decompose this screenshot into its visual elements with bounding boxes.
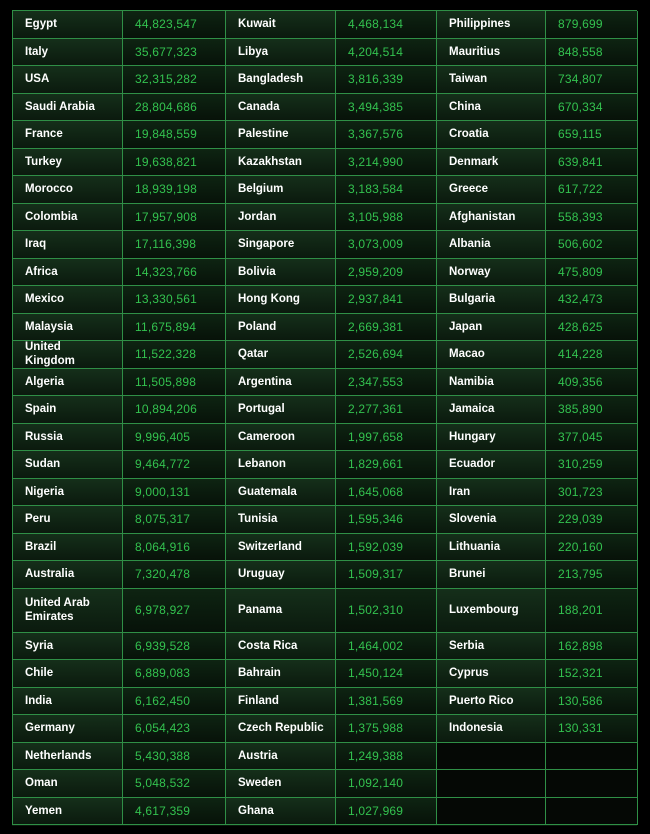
value-cell: 220,160 <box>546 534 638 562</box>
value-cell: 2,347,553 <box>336 369 437 397</box>
country-cell: Bahrain <box>226 660 336 688</box>
value-cell: 1,381,569 <box>336 688 437 716</box>
country-cell: Lithuania <box>437 534 546 562</box>
country-cell: Ecuador <box>437 451 546 479</box>
empty-cell <box>546 743 638 771</box>
country-cell: Brazil <box>13 534 123 562</box>
country-cell: Oman <box>13 770 123 798</box>
value-cell: 130,331 <box>546 715 638 743</box>
population-table <box>12 10 637 825</box>
value-cell: 310,259 <box>546 451 638 479</box>
country-cell: Palestine <box>226 121 336 149</box>
country-cell: Croatia <box>437 121 546 149</box>
value-cell: 17,116,398 <box>123 231 226 259</box>
country-cell: Ghana <box>226 798 336 826</box>
country-cell: Saudi Arabia <box>13 94 123 122</box>
value-cell: 213,795 <box>546 561 638 589</box>
value-cell: 639,841 <box>546 149 638 177</box>
value-cell: 18,939,198 <box>123 176 226 204</box>
country-cell: Luxembourg <box>437 589 546 633</box>
country-cell: Jamaica <box>437 396 546 424</box>
value-cell: 1,502,310 <box>336 589 437 633</box>
value-cell: 2,277,361 <box>336 396 437 424</box>
value-cell: 1,450,124 <box>336 660 437 688</box>
country-cell: Japan <box>437 314 546 342</box>
country-cell: Bolivia <box>226 259 336 287</box>
country-cell: Cameroon <box>226 424 336 452</box>
country-cell: United Kingdom <box>13 341 123 369</box>
country-cell: Kazakhstan <box>226 149 336 177</box>
country-cell: Chile <box>13 660 123 688</box>
empty-cell <box>546 770 638 798</box>
country-cell: Norway <box>437 259 546 287</box>
country-cell: Iran <box>437 479 546 507</box>
country-cell: Portugal <box>226 396 336 424</box>
empty-cell <box>546 798 638 826</box>
value-cell: 301,723 <box>546 479 638 507</box>
value-cell: 377,045 <box>546 424 638 452</box>
value-cell: 1,027,969 <box>336 798 437 826</box>
value-cell: 409,356 <box>546 369 638 397</box>
country-cell: Iraq <box>13 231 123 259</box>
value-cell: 428,625 <box>546 314 638 342</box>
country-cell: Namibia <box>437 369 546 397</box>
country-cell: Greece <box>437 176 546 204</box>
value-cell: 3,183,584 <box>336 176 437 204</box>
value-cell: 670,334 <box>546 94 638 122</box>
value-cell: 28,804,686 <box>123 94 226 122</box>
value-cell: 2,669,381 <box>336 314 437 342</box>
value-cell: 506,602 <box>546 231 638 259</box>
value-cell: 1,829,661 <box>336 451 437 479</box>
value-cell: 3,494,385 <box>336 94 437 122</box>
value-cell: 385,890 <box>546 396 638 424</box>
country-cell: Philippines <box>437 11 546 39</box>
value-cell: 4,617,359 <box>123 798 226 826</box>
value-cell: 44,823,547 <box>123 11 226 39</box>
country-cell: Bangladesh <box>226 66 336 94</box>
value-cell: 1,464,002 <box>336 633 437 661</box>
value-cell: 17,957,908 <box>123 204 226 232</box>
country-cell: Sudan <box>13 451 123 479</box>
value-cell: 14,323,766 <box>123 259 226 287</box>
country-cell: Kuwait <box>226 11 336 39</box>
country-cell: Libya <box>226 39 336 67</box>
country-cell: USA <box>13 66 123 94</box>
value-cell: 19,848,559 <box>123 121 226 149</box>
value-cell: 19,638,821 <box>123 149 226 177</box>
country-cell: Malaysia <box>13 314 123 342</box>
country-cell: United Arab Emirates <box>13 589 123 633</box>
value-cell: 229,039 <box>546 506 638 534</box>
country-cell: Serbia <box>437 633 546 661</box>
country-cell: Lebanon <box>226 451 336 479</box>
country-cell: Australia <box>13 561 123 589</box>
value-cell: 1,249,388 <box>336 743 437 771</box>
value-cell: 1,509,317 <box>336 561 437 589</box>
value-cell: 3,214,990 <box>336 149 437 177</box>
country-cell: Mauritius <box>437 39 546 67</box>
empty-cell <box>437 770 546 798</box>
country-cell: Tunisia <box>226 506 336 534</box>
value-cell: 32,315,282 <box>123 66 226 94</box>
country-cell: Canada <box>226 94 336 122</box>
value-cell: 1,092,140 <box>336 770 437 798</box>
value-cell: 6,889,083 <box>123 660 226 688</box>
country-cell: Switzerland <box>226 534 336 562</box>
value-cell: 11,505,898 <box>123 369 226 397</box>
value-cell: 558,393 <box>546 204 638 232</box>
country-cell: Spain <box>13 396 123 424</box>
country-cell: Macao <box>437 341 546 369</box>
country-cell: Uruguay <box>226 561 336 589</box>
value-cell: 2,526,694 <box>336 341 437 369</box>
country-cell: Afghanistan <box>437 204 546 232</box>
table-container <box>12 10 637 826</box>
value-cell: 1,997,658 <box>336 424 437 452</box>
country-cell: China <box>437 94 546 122</box>
value-cell: 5,048,532 <box>123 770 226 798</box>
value-cell: 6,978,927 <box>123 589 226 633</box>
value-cell: 3,073,009 <box>336 231 437 259</box>
value-cell: 848,558 <box>546 39 638 67</box>
country-cell: Taiwan <box>437 66 546 94</box>
value-cell: 1,645,068 <box>336 479 437 507</box>
value-cell: 1,595,346 <box>336 506 437 534</box>
country-cell: Bulgaria <box>437 286 546 314</box>
value-cell: 7,320,478 <box>123 561 226 589</box>
value-cell: 1,592,039 <box>336 534 437 562</box>
value-cell: 2,937,841 <box>336 286 437 314</box>
country-cell: Panama <box>226 589 336 633</box>
country-cell: Yemen <box>13 798 123 826</box>
value-cell: 5,430,388 <box>123 743 226 771</box>
country-cell: Czech Republic <box>226 715 336 743</box>
value-cell: 8,064,916 <box>123 534 226 562</box>
country-cell: Netherlands <box>13 743 123 771</box>
country-cell: Belgium <box>226 176 336 204</box>
country-cell: Argentina <box>226 369 336 397</box>
country-cell: Italy <box>13 39 123 67</box>
country-cell: India <box>13 688 123 716</box>
country-cell: Guatemala <box>226 479 336 507</box>
value-cell: 130,586 <box>546 688 638 716</box>
empty-cell <box>437 798 546 826</box>
value-cell: 6,939,528 <box>123 633 226 661</box>
value-cell: 617,722 <box>546 176 638 204</box>
value-cell: 11,675,894 <box>123 314 226 342</box>
value-cell: 734,807 <box>546 66 638 94</box>
value-cell: 2,959,209 <box>336 259 437 287</box>
country-cell: Turkey <box>13 149 123 177</box>
value-cell: 4,468,134 <box>336 11 437 39</box>
country-cell: Finland <box>226 688 336 716</box>
country-cell: Morocco <box>13 176 123 204</box>
country-cell: Hungary <box>437 424 546 452</box>
value-cell: 13,330,561 <box>123 286 226 314</box>
empty-cell <box>437 743 546 771</box>
value-cell: 1,375,988 <box>336 715 437 743</box>
value-cell: 6,162,450 <box>123 688 226 716</box>
country-cell: Peru <box>13 506 123 534</box>
country-cell: Syria <box>13 633 123 661</box>
country-cell: Austria <box>226 743 336 771</box>
country-cell: Germany <box>13 715 123 743</box>
country-cell: Africa <box>13 259 123 287</box>
country-cell: Jordan <box>226 204 336 232</box>
value-cell: 879,699 <box>546 11 638 39</box>
value-cell: 152,321 <box>546 660 638 688</box>
country-cell: Costa Rica <box>226 633 336 661</box>
country-cell: Nigeria <box>13 479 123 507</box>
value-cell: 9,464,772 <box>123 451 226 479</box>
country-cell: Colombia <box>13 204 123 232</box>
country-cell: Egypt <box>13 11 123 39</box>
value-cell: 3,816,339 <box>336 66 437 94</box>
value-cell: 475,809 <box>546 259 638 287</box>
country-cell: Sweden <box>226 770 336 798</box>
country-cell: Qatar <box>226 341 336 369</box>
country-cell: Puerto Rico <box>437 688 546 716</box>
country-cell: Brunei <box>437 561 546 589</box>
country-cell: Cyprus <box>437 660 546 688</box>
country-cell: Russia <box>13 424 123 452</box>
country-cell: Hong Kong <box>226 286 336 314</box>
value-cell: 4,204,514 <box>336 39 437 67</box>
value-cell: 10,894,206 <box>123 396 226 424</box>
country-cell: Denmark <box>437 149 546 177</box>
value-cell: 9,000,131 <box>123 479 226 507</box>
country-cell: Mexico <box>13 286 123 314</box>
value-cell: 3,105,988 <box>336 204 437 232</box>
country-cell: Indonesia <box>437 715 546 743</box>
country-cell: Singapore <box>226 231 336 259</box>
value-cell: 162,898 <box>546 633 638 661</box>
value-cell: 432,473 <box>546 286 638 314</box>
country-cell: Poland <box>226 314 336 342</box>
value-cell: 188,201 <box>546 589 638 633</box>
value-cell: 9,996,405 <box>123 424 226 452</box>
value-cell: 8,075,317 <box>123 506 226 534</box>
country-cell: Slovenia <box>437 506 546 534</box>
value-cell: 35,677,323 <box>123 39 226 67</box>
country-cell: France <box>13 121 123 149</box>
country-cell: Albania <box>437 231 546 259</box>
country-cell: Algeria <box>13 369 123 397</box>
value-cell: 414,228 <box>546 341 638 369</box>
value-cell: 3,367,576 <box>336 121 437 149</box>
value-cell: 11,522,328 <box>123 341 226 369</box>
value-cell: 659,115 <box>546 121 638 149</box>
value-cell: 6,054,423 <box>123 715 226 743</box>
